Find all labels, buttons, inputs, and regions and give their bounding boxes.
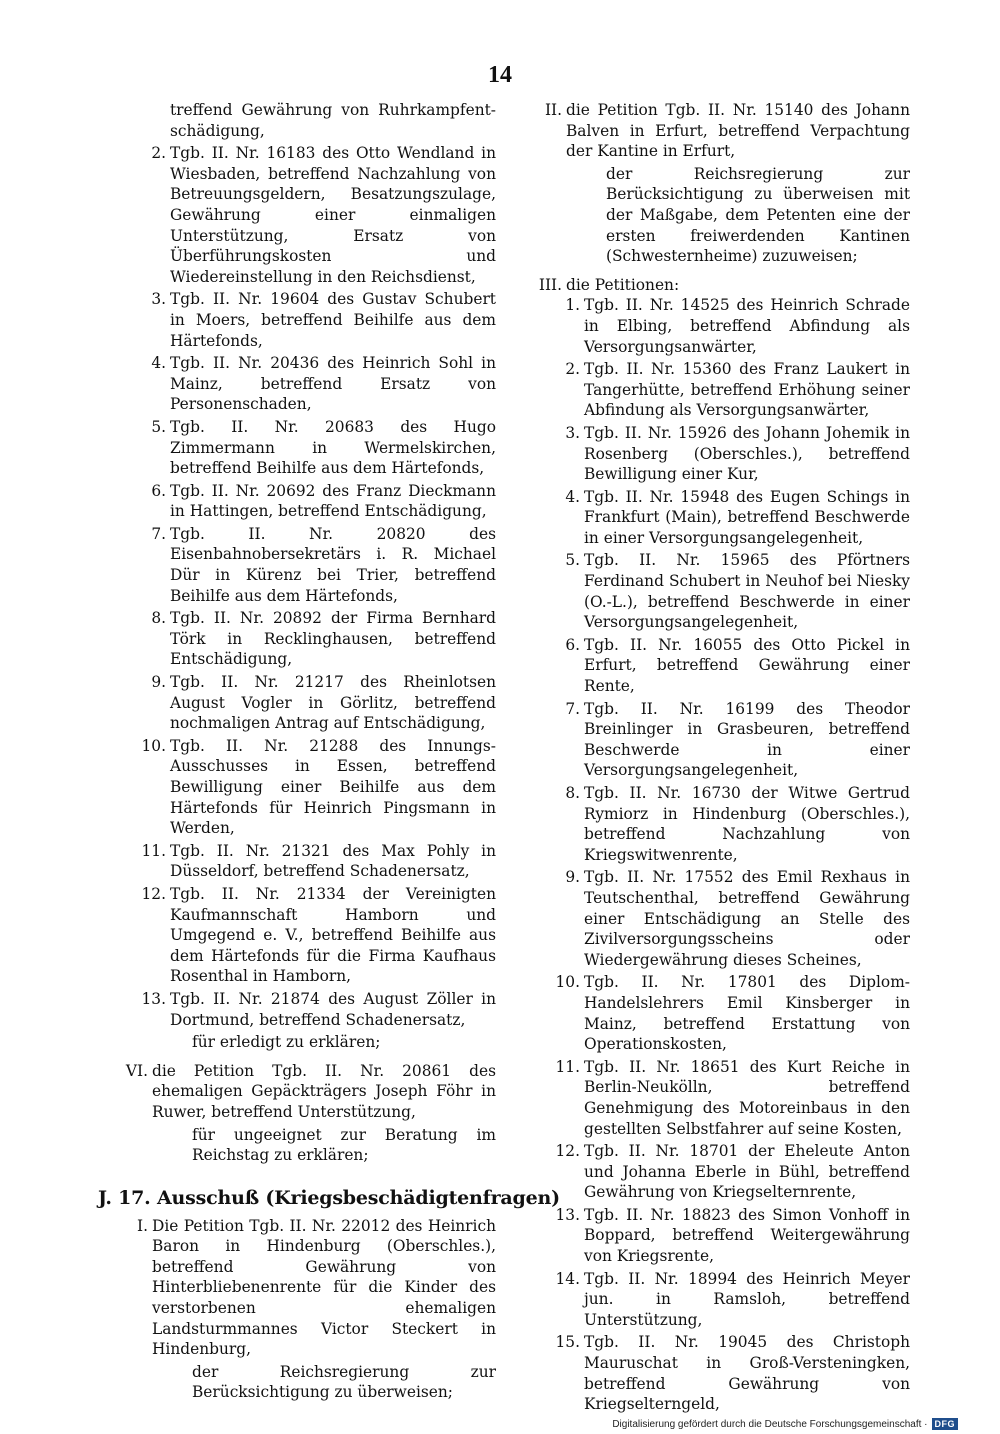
section-iii <box>512 275 910 1415</box>
page-number: 14 <box>488 62 512 88</box>
right-item-list <box>512 295 910 1414</box>
footer-text: Digitalisierung gefördert durch die Deutsche Forschungsgemeinschaft · <box>612 1418 928 1430</box>
petition-item <box>512 487 910 549</box>
item-number: 12. <box>141 884 166 903</box>
footer <box>612 1418 958 1430</box>
item-text: Tgb. II. Nr. 18701 der Eheleute Anton und Johanna Eberle in Bühl, betreffend Gewährung von Kriegselternrente, <box>584 1142 910 1202</box>
section-label: III. <box>538 275 562 294</box>
item-text: Tgb. II. Nr. 18651 des Kurt Reiche in Berlin-Neukölln, betreffend Genehmigung des Motoreinbaus in den gestellten Selbstfahrer auf seine Kosten, <box>584 1057 910 1138</box>
item-text: Tgb. II. Nr. 15948 des Eugen Schings in Frankfurt (Main), betreffend Beschwerde in einer Versorgungsangelegenheit, <box>584 487 910 547</box>
item-number: 5. <box>151 417 166 436</box>
item-text: Tgb. II. Nr. 17552 des Emil Rexhaus in Teutschenthal, betreffend Gewährung einer Entschädigung an Stelle des Zivilversorgungsscheins oder Wiedergewährung dieses Scheines, <box>584 868 910 969</box>
item-text: Tgb. II. Nr. 21874 des August Zöller in Dortmund, betreffend Schadenersatz, <box>170 989 496 1029</box>
item-text: Tgb. II. Nr. 20892 der Firma Bernhard Törk in Recklinghausen, betreffend Entschädigung, <box>170 609 496 669</box>
item-text: Tgb. II. Nr. 21321 des Max Pohly in Düsseldorf, betreffend Schadenersatz, <box>170 841 496 881</box>
item-number: 7. <box>151 524 166 543</box>
item-text: Tgb. II. Nr. 16730 der Witwe Gertrud Rymiorz in Hindenburg (Oberschles.), betreffend Nachzahlung von Kriegswitwenrente, <box>584 784 910 864</box>
item-text: Tgb. II. Nr. 21288 des Innungs-Ausschusses in Essen, betreffend Bewilligung einer Beihilfe aus dem Härtefonds für Heinrich Pingsmann in Werden, <box>170 736 496 838</box>
section-label: II. <box>544 101 562 119</box>
item-number: 3. <box>565 423 580 442</box>
item-text: Tgb. II. Nr. 16183 des Otto Wendland in Wiesbaden, betreffend Nachzahlung von Betreuungsgeldern, Besatzungszulage, Gewährung einer einmaligen Unterstützung, Ersatz von Überführungskosten und Wiedereinstellung in den Reichsdienst, <box>170 144 496 286</box>
item-number: 2. <box>565 360 580 379</box>
item-text: Tgb. II. Nr. 18994 des Heinrich Meyer jun. in Ramsloh, betreffend Unterstützung, <box>584 1269 910 1329</box>
item-text: Tgb. II. Nr. 19604 des Gustav Schubert in Moers, betreffend Beihilfe aus dem Härtefonds, <box>170 290 496 350</box>
item-number: 11. <box>141 841 166 860</box>
petition-item <box>98 289 496 351</box>
petition-item <box>98 608 496 670</box>
decision-beruecksichtigung: der Reichsregierung zur Berücksichtigung zu überweisen mit der Maßgabe, dem Petenten eine der ersten freiwerdenden Kantinen (Schwesternheime) zuzuweisen; <box>606 164 910 266</box>
item-number: 4. <box>151 354 166 373</box>
item-text: Tgb. II. Nr. 16199 des Theodor Breinlinger in Grasbeuren, betreffend Beschwerde in einer Versorgungsangelegenheit, <box>584 699 910 780</box>
decision-erledigt: für erledigt zu erklären; <box>192 1033 381 1052</box>
petition-item <box>512 423 910 485</box>
petition-item <box>512 867 910 970</box>
dfg-logo: DFG <box>932 1418 959 1430</box>
item-text: Tgb. II. Nr. 21217 des Rheinlotsen August Vogler in Görlitz, betreffend nochmaligen Antrag auf Entschädigung, <box>170 673 496 733</box>
petition-item <box>98 524 496 606</box>
petition-item <box>512 1205 910 1267</box>
petition-item <box>98 884 496 987</box>
item-number: 14. <box>555 1269 580 1288</box>
section-text: die Petitionen: <box>566 275 680 294</box>
petition-item <box>98 672 496 734</box>
item-text: Tgb. II. Nr. 14525 des Heinrich Schrade in Elbing, betreffend Abfindung als Versorgungsanwärter, <box>584 296 910 356</box>
item-number: 4. <box>565 487 580 506</box>
section-text: die Petition Tgb. II. Nr. 20861 des ehemaligen Gepäckträgers Joseph Föhr in Ruwer, betreffend Unterstützung, <box>152 1061 496 1121</box>
item-number: 11. <box>555 1057 580 1076</box>
item-number: 13. <box>555 1205 580 1224</box>
decision-ungeeignet: für ungeeignet zur Beratung im Reichstag zu erklären; <box>192 1125 496 1165</box>
section-label: VI. <box>125 1061 148 1080</box>
petition-item <box>98 353 496 415</box>
petition-item <box>98 143 496 287</box>
item-number: 8. <box>565 784 580 802</box>
petition-item <box>512 550 910 632</box>
continuation-text: treffend Gewährung von Ruhrkampfent-schädigung, <box>170 101 496 140</box>
petition-item <box>512 359 910 421</box>
item-number: 9. <box>565 868 580 887</box>
petition-item <box>512 783 910 865</box>
item-number: 6. <box>565 635 580 654</box>
decision-beruecksichtigung: der Reichsregierung zur Berücksichtigung zu überweisen; <box>192 1362 496 1402</box>
section-heading: J. 17. Ausschuß (Kriegsbeschädigtenfragen) <box>98 1186 560 1209</box>
petition-item <box>98 481 496 522</box>
item-text: Tgb. II. Nr. 15926 des Johann Johemik in Rosenberg (Oberschles.), betreffend Bewilligung einer Kur, <box>584 423 910 484</box>
item-text: Tgb. II. Nr. 15360 des Franz Laukert in Tangerhütte, betreffend Erhöhung seiner Abfindung als Versorgungsanwärter, <box>584 360 910 420</box>
item-text: Tgb. II. Nr. 20692 des Franz Dieckmann in Hattingen, betreffend Entschädigung, <box>170 481 496 521</box>
section-vi <box>98 1061 496 1123</box>
petition-item <box>98 841 496 882</box>
left-item-list <box>98 143 496 1030</box>
item-number: 10. <box>555 973 580 992</box>
item-number: 7. <box>565 699 580 718</box>
petition-item <box>512 1269 910 1331</box>
petition-item <box>512 1057 910 1139</box>
item-number: 8. <box>151 609 166 628</box>
section-label: I. <box>137 1216 148 1235</box>
item-number: 6. <box>151 481 166 500</box>
right-column <box>512 100 910 1417</box>
section-ii <box>512 100 910 162</box>
petition-item <box>512 1141 910 1203</box>
petition-item <box>512 699 910 781</box>
item-number: 15. <box>555 1333 580 1352</box>
section-text: Die Petition Tgb. II. Nr. 22012 des Heinrich Baron in Hindenburg (Oberschles.), betreffend Gewährung von Hinterbliebenenrente für die Kinder des verstorbenen ehemaligen Landsturmmannes Victor Steckert in Hindenburg, <box>152 1216 496 1359</box>
item-number: 1. <box>565 296 580 315</box>
item-number: 13. <box>141 989 166 1008</box>
item-number: 2. <box>151 144 166 163</box>
item-text: Tgb. II. Nr. 21334 der Vereinigten Kaufmannschaft Hamborn und Umgegend e. V., betreffend Beihilfe aus dem Härtefonds für die Firma Kaufhaus Rosenthal in Hamborn, <box>170 884 496 986</box>
petition-item <box>512 972 910 1054</box>
item-text: Tgb. II. Nr. 20820 des Eisenbahnobersekretärs i. R. Michael Dür in Kürenz bei Trier, betreffend Beihilfe aus dem Härtefonds, <box>170 524 496 605</box>
item-number: 3. <box>151 290 166 309</box>
petition-item <box>512 1332 910 1414</box>
petition-item <box>512 295 910 357</box>
petition-item <box>512 635 910 697</box>
section-i <box>98 1216 496 1360</box>
item-text: Tgb. II. Nr. 17801 des Diplom-Handelslehrers Emil Kinsberger in Mainz, betreffend Erstattung von Operationskosten, <box>584 973 910 1054</box>
item-text: Tgb. II. Nr. 20683 des Hugo Zimmermann in Wermelskirchen, betreffend Beihilfe aus dem Härtefonds, <box>170 417 496 478</box>
item-number: 9. <box>151 673 166 692</box>
item-number: 5. <box>565 551 580 570</box>
petition-item <box>98 417 496 479</box>
petition-item <box>98 989 496 1030</box>
item-text: Tgb. II. Nr. 18823 des Simon Vonhoff in Boppard, betreffend Weitergewährung von Kriegsrente, <box>584 1205 910 1266</box>
item-number: 12. <box>555 1142 580 1161</box>
section-text: die Petition Tgb. II. Nr. 15140 des Johann Balven in Erfurt, betreffend Verpachtung der Kantine in Erfurt, <box>566 101 910 161</box>
petition-item <box>98 736 496 839</box>
item-text: Tgb. II. Nr. 19045 des Christoph Maurusсhat in Groß-Versteningken, betreffend Gewährung von Kriegselterngeld, <box>584 1333 910 1414</box>
item-text: Tgb. II. Nr. 16055 des Otto Pickel in Erfurt, betreffend Gewährung einer Rente, <box>584 635 910 696</box>
item-number: 10. <box>141 736 166 755</box>
item-text: Tgb. II. Nr. 20436 des Heinrich Sohl in Mainz, betreffend Ersatz von Personenschaden, <box>170 354 496 414</box>
item-text: Tgb. II. Nr. 15965 des Pförtners Ferdinand Schubert in Neuhof bei Niesky (O.-L.), betreffend Beschwerde in einer Versorgungsangelegenheit, <box>584 551 910 632</box>
